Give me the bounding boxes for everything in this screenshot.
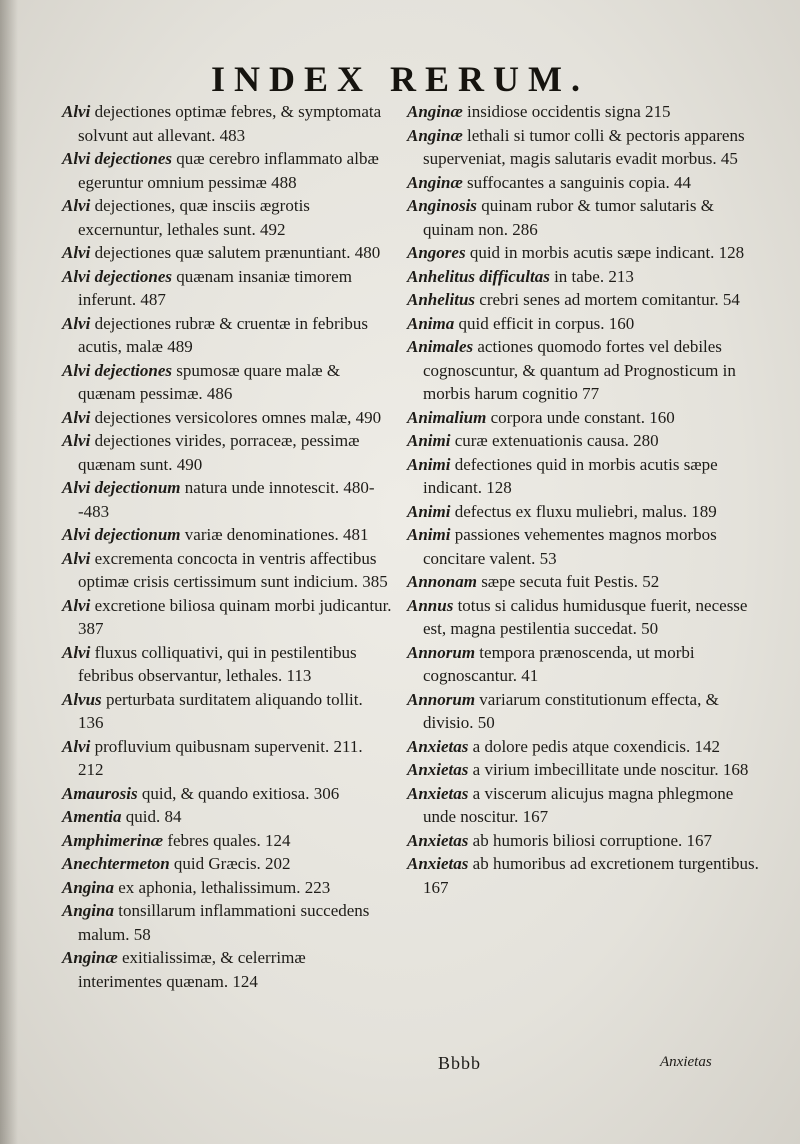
entry-headword: Alvus — [62, 689, 102, 709]
entry-headword: Alvi dejectiones — [62, 266, 173, 286]
right-index-column — [407, 100, 759, 899]
entry-headword: Alvi — [62, 736, 91, 756]
entry-text: profluvium quibusnam supervenit. 211. 212 — [78, 736, 363, 779]
entry-text: passiones vehementes magnos morbos concitare valent. 53 — [423, 525, 717, 568]
entry-headword: Animi — [407, 525, 451, 544]
entry-text: totus si calidus humidusque fuerit, necesse est, magna pestilentia succedat. 50 — [423, 595, 748, 638]
index-entry — [62, 641, 392, 688]
entry-text: febres quales. 124 — [163, 830, 291, 850]
entry-headword: Alvi dejectionum — [62, 478, 181, 497]
index-entry — [62, 946, 392, 993]
index-entry — [62, 523, 392, 547]
index-entry — [407, 758, 759, 782]
entry-text: fluxus colliquativi, qui in pestilentibus febribus observantur, lethales. 113 — [78, 642, 357, 685]
catchword: Anxietas — [660, 1054, 712, 1070]
entry-text: a virium imbecillitate unde noscitur. 168 — [468, 760, 749, 779]
index-entry — [407, 594, 759, 641]
entry-text: actiones quomodo fortes vel debiles cognoscuntur, & quantum ad Prognosticum in morbis harum cognitio 77 — [423, 337, 736, 403]
entry-headword: Anxietas — [407, 854, 469, 873]
index-entry — [407, 570, 759, 594]
entry-text: quid Græcis. 202 — [169, 854, 291, 873]
entry-headword: Anginosis — [407, 196, 477, 215]
entry-headword: Animalium — [407, 407, 487, 427]
index-entry — [407, 735, 759, 759]
entry-headword: Angina — [62, 901, 114, 920]
index-entry — [407, 335, 759, 406]
index-entry — [407, 688, 759, 735]
entry-text: quænam insaniæ timorem inferunt. 487 — [78, 266, 352, 309]
page-edge-shadow — [0, 0, 18, 1144]
entry-text: dejectiones quæ salutem prænuntiant. 480 — [90, 243, 381, 262]
entry-headword: Anxietas — [407, 830, 469, 850]
index-entry — [62, 312, 392, 359]
index-entry — [407, 406, 759, 430]
entry-text: quid. 84 — [121, 807, 182, 826]
index-entry — [407, 523, 759, 570]
index-entry — [62, 876, 392, 900]
entry-text: a dolore pedis atque coxendicis. 142 — [468, 736, 721, 756]
entry-text: dejectiones, quæ insciis ægrotis excernuntur, lethales sunt. 492 — [78, 196, 310, 239]
index-entry — [62, 476, 392, 523]
entry-text: variæ denominationes. 481 — [180, 525, 369, 544]
index-entry — [62, 852, 392, 876]
entry-text: excrementa concocta in ventris affectibus optimæ crisis certissimum sunt indicium. 385 — [78, 548, 388, 591]
entry-text: dejectiones versicolores omnes malæ, 490 — [90, 407, 382, 427]
index-entry — [62, 359, 392, 406]
entry-text: in tabe. 213 — [549, 266, 634, 286]
index-entry — [407, 171, 759, 195]
entry-text: sæpe secuta fuit Pestis. 52 — [476, 572, 660, 591]
entry-headword: Anginæ — [62, 948, 118, 967]
entry-text: natura unde innotescit. 480--483 — [78, 478, 375, 521]
entry-headword: Anxietas — [407, 760, 469, 779]
entry-headword: Animi — [407, 501, 451, 521]
entry-text: a viscerum alicujus magna phlegmone unde noscitur. 167 — [423, 783, 734, 826]
entry-text: variarum constitutionum effecta, & divisio. 50 — [423, 689, 719, 732]
entry-headword: Alvi — [62, 243, 91, 262]
entry-text: quæ cerebro inflammato albæ egeruntur omnium pessimæ 488 — [78, 149, 379, 192]
entry-headword: Anxietas — [407, 736, 469, 756]
page-footer — [0, 1053, 800, 1077]
index-entry — [62, 100, 392, 147]
entry-text: dejectiones optimæ febres, & symptomata solvunt aut allevant. 483 — [78, 102, 382, 145]
entry-headword: Animi — [407, 454, 451, 474]
entry-headword: Anhelitus — [407, 290, 476, 309]
entry-headword: Amphimerinæ — [62, 830, 164, 850]
entry-headword: Alvi — [62, 595, 91, 615]
entry-headword: Anima — [407, 313, 455, 333]
entry-text: crebri senes ad mortem comitantur. 54 — [475, 290, 740, 309]
entry-headword: Animi — [407, 431, 451, 450]
entry-text: quinam rubor & tumor salutaris & quinam non. 286 — [423, 196, 714, 239]
entry-headword: Annonam — [407, 572, 477, 591]
entry-text: defectiones quid in morbis acutis sæpe indicant. 128 — [423, 454, 718, 497]
entry-headword: Alvi — [62, 313, 91, 333]
index-entry — [407, 288, 759, 312]
entry-headword: Amentia — [62, 807, 122, 826]
entry-text: ab humoribus ad excretionem turgentibus. 167 — [423, 854, 759, 897]
entry-text: curæ extenuationis causa. 280 — [450, 431, 659, 450]
entry-text: tonsillarum inflammationi succedens malum. 58 — [78, 901, 370, 944]
entry-headword: Alvi dejectiones — [62, 360, 173, 380]
entry-headword: Alvi — [62, 196, 91, 215]
index-entry — [407, 124, 759, 171]
index-entry — [407, 241, 759, 265]
entry-headword: Alvi — [62, 407, 91, 427]
entry-text: quid, & quando exitiosa. 306 — [137, 783, 340, 803]
entry-text: ex aphonia, lethalissimum. 223 — [113, 877, 331, 897]
index-entry — [62, 194, 392, 241]
index-entry — [407, 453, 759, 500]
index-entry — [407, 312, 759, 336]
entry-headword: Amaurosis — [62, 783, 138, 803]
entry-headword: Alvi — [62, 102, 91, 121]
index-entry — [407, 829, 759, 853]
index-entry — [407, 429, 759, 453]
entry-headword: Anginæ — [407, 172, 463, 192]
entry-text: lethali si tumor colli & pectoris apparens superveniat, magis salutaris evadit morbus. 45 — [423, 125, 745, 168]
entry-text: defectus ex fluxu muliebri, malus. 189 — [450, 501, 717, 521]
entry-text: tempora prænoscenda, ut morbi cognoscantur. 41 — [423, 642, 695, 685]
entry-text: dejectiones rubræ & cruentæ in febribus acutis, malæ 489 — [78, 313, 368, 356]
index-entry — [62, 406, 392, 430]
index-entry — [62, 829, 392, 853]
index-entry — [407, 852, 759, 899]
entry-headword: Annus — [407, 595, 454, 615]
entry-headword: Alvi — [62, 431, 91, 450]
entry-headword: Animales — [407, 337, 474, 356]
entry-headword: Alvi — [62, 642, 91, 662]
entry-text: ab humoris biliosi corruptione. 167 — [468, 830, 713, 850]
entry-headword: Alvi dejectiones — [62, 149, 173, 168]
entry-headword: Anginæ — [407, 102, 463, 121]
index-entry — [62, 241, 392, 265]
entry-headword: Anhelitus difficultas — [407, 266, 550, 286]
entry-headword: Anxietas — [407, 783, 469, 803]
index-entry — [62, 265, 392, 312]
index-entry — [62, 899, 392, 946]
entry-headword: Annorum — [407, 689, 476, 709]
entry-text: spumosæ quare malæ & quænam pessimæ. 486 — [78, 360, 341, 403]
entry-text: perturbata surditatem aliquando tollit. 136 — [78, 689, 363, 732]
left-index-column — [62, 100, 392, 993]
signature-mark: Bbbb — [438, 1053, 482, 1073]
index-entry — [62, 782, 392, 806]
entry-text: quid efficit in corpus. 160 — [454, 313, 635, 333]
index-entry — [62, 147, 392, 194]
entry-headword: Annorum — [407, 642, 476, 662]
index-entry — [407, 265, 759, 289]
entry-text: exitialissimæ, & celerrimæ interimentes quænam. 124 — [78, 948, 306, 991]
entry-headword: Alvi dejectionum — [62, 525, 181, 544]
entry-text: corpora unde constant. 160 — [486, 407, 675, 427]
entry-headword: Alvi — [62, 548, 91, 568]
index-entry — [62, 594, 392, 641]
index-entry — [62, 688, 392, 735]
entry-text: quid in morbis acutis sæpe indicant. 128 — [465, 243, 745, 262]
index-entry — [407, 100, 759, 124]
page-title: INDEX RERUM. — [211, 59, 589, 99]
entry-headword: Angina — [62, 877, 114, 897]
entry-headword: Anechtermeton — [62, 854, 170, 873]
index-entry — [62, 735, 392, 782]
entry-headword: Anginæ — [407, 125, 463, 145]
entry-headword: Angores — [407, 243, 466, 262]
entry-text: excretione biliosa quinam morbi judicantur. 387 — [78, 595, 392, 638]
index-entry — [62, 429, 392, 476]
index-entry — [407, 782, 759, 829]
entry-text: dejectiones virides, porraceæ, pessimæ quænam sunt. 490 — [78, 431, 360, 474]
index-entry — [407, 500, 759, 524]
entry-text: suffocantes a sanguinis copia. 44 — [462, 172, 691, 192]
entry-text: insidiose occidentis signa 215 — [462, 102, 671, 121]
index-entry — [62, 805, 392, 829]
index-entry — [62, 547, 392, 594]
index-entry — [407, 641, 759, 688]
index-entry — [407, 194, 759, 241]
